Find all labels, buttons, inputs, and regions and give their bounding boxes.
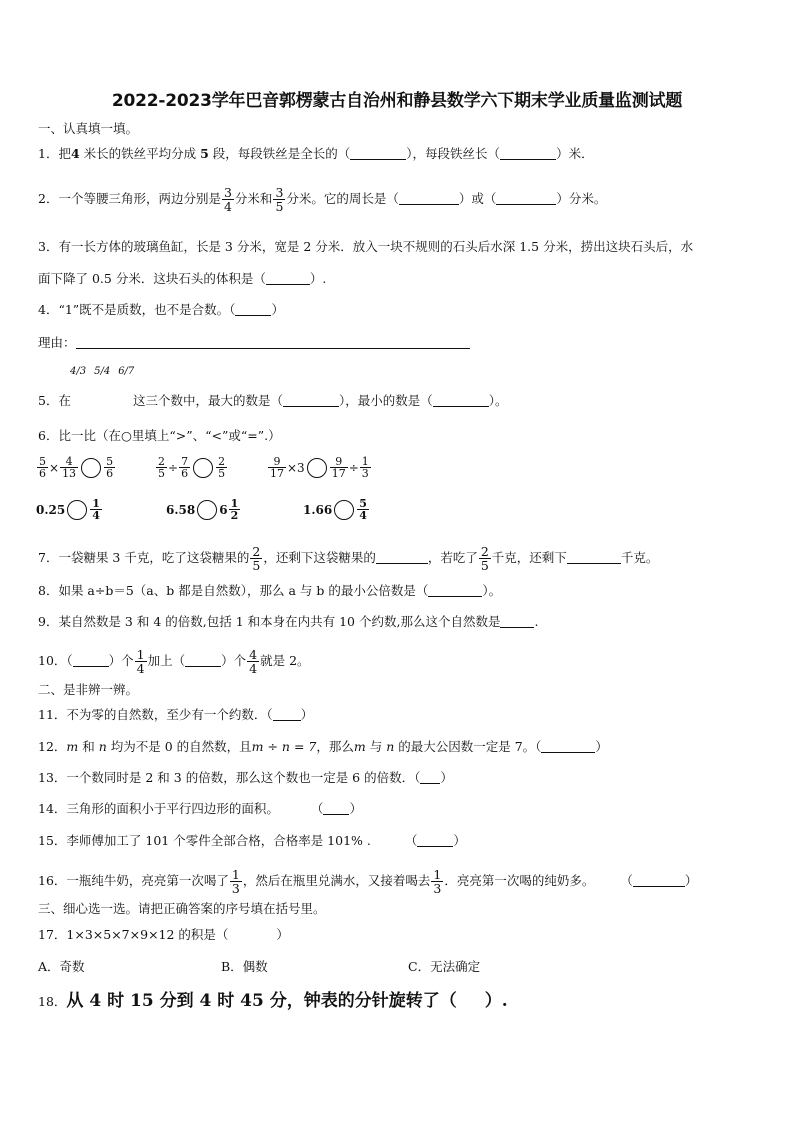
fraction-6-7: 6/7 [118, 366, 135, 377]
compare-item-4: 0.25 $\frac{1}{4}$ [36, 497, 100, 522]
fraction: $\frac{3}{5}$ [275, 185, 284, 214]
question-17: 17．1×3×5×7×9×12 的积是（ ） [38, 927, 289, 942]
question-16: 16．一瓶纯牛奶，亮亮第一次喝了 $\frac{1}{3}$ ，然后在瓶里兑满水，又接着喝去 $\frac{1}{3}$ ．亮亮第一次喝的纯奶多。 （ ） [38, 867, 698, 896]
question-5-fractions [70, 366, 134, 377]
compare-circle[interactable] [67, 500, 87, 520]
question-7: 7．一袋糖果 3 千克，吃了这袋糖果的 $\frac{2}{5}$ ，还剩下这袋糖果的 ，若吃了 $\frac{2}{5}$ 千克，还剩下 千克。 [38, 544, 659, 573]
answer-blank[interactable] [73, 653, 109, 667]
section-1-heading: 一、认真填一填。 [38, 121, 139, 136]
answer-blank[interactable] [433, 393, 489, 407]
compare-circle[interactable] [81, 458, 101, 478]
question-18: 18．从 4 时 15 分到 4 时 45 分，钟表的分针旋转了（ ）. [38, 991, 508, 1011]
answer-blank[interactable] [633, 873, 685, 887]
question-14: 14．三角形的面积小于平行四边形的面积。 （ ） [38, 801, 362, 816]
page-title: 2022-2023学年巴音郭楞蒙古自治州和静县数学六下期末学业质量监测试题 [111, 91, 683, 111]
question-12: 12．m 和 n 均为不是 0 的自然数，且m ÷ n = 7，那么m 与 n 的最大公因数一定是 7。（ ） [38, 739, 608, 754]
compare-circle[interactable] [334, 500, 354, 520]
fraction: $\frac{1}{4}$ [136, 647, 145, 676]
question-4-reason: 理由： [38, 334, 758, 352]
answer-blank[interactable] [235, 302, 271, 316]
fraction: $\frac{3}{4}$ [223, 185, 232, 214]
question-15: 15．李师傅加工了 101 个零件全部合格，合格率是 101% . （ ） [38, 833, 466, 848]
answer-blank[interactable] [273, 707, 301, 721]
question-3-line-1: 3．有一长方体的玻璃鱼缸，长是 3 分米，宽是 2 分米．放入一块不规则的石头后水深 1.5 分米，捞出这块石头后，水 [38, 239, 694, 254]
answer-blank[interactable] [496, 191, 556, 205]
fraction: $\frac{1}{3}$ [231, 867, 240, 896]
answer-blank[interactable] [266, 271, 310, 285]
question-5: 5．在 这三个数中，最大的数是（ ），最小的数是（ ）。 [38, 393, 508, 408]
reason-blank[interactable] [76, 335, 470, 349]
answer-blank[interactable] [420, 770, 440, 784]
fraction: $\frac{4}{4}$ [249, 647, 258, 676]
question-1: 1．把4 米长的铁丝平均分成 5 段，每段铁丝是全长的（ ），每段铁丝长（ ）米． [38, 146, 594, 161]
compare-item-6: 1.66 $\frac{5}{4}$ [303, 497, 367, 522]
answer-blank[interactable] [350, 146, 406, 160]
fraction-5-4: 5/4 [94, 366, 111, 377]
option-a[interactable]: A．奇数 [38, 959, 85, 974]
option-b[interactable]: B．偶数 [221, 959, 268, 974]
question-2: 2．一个等腰三角形，两边分别是 $\frac{3}{4}$ 分米和 $\frac{3}{5}$ 分米。它的周长是（ ）或（ ）分米。 [38, 185, 607, 214]
answer-blank[interactable] [428, 583, 482, 597]
answer-blank[interactable] [376, 550, 428, 564]
question-10: 10．（ ）个 $\frac{1}{4}$ 加上（ ）个 $\frac{4}{4}$ 就是 2。 [38, 647, 310, 676]
answer-blank[interactable] [185, 653, 221, 667]
compare-circle[interactable] [193, 458, 213, 478]
answer-blank[interactable] [567, 550, 621, 564]
compare-item-1: $\frac{5}{6}$ × $\frac{4}{13}$ $\frac{5}{6}$ [39, 455, 114, 480]
answer-blank[interactable] [323, 801, 349, 815]
question-6: 6．比一比（在○里填上“>”、“<”或“=”.） [38, 428, 281, 443]
compare-item-5: 6.58 6 $\frac{1}{2}$ [166, 497, 239, 522]
compare-circle[interactable] [197, 500, 217, 520]
question-4: 4．“1”既不是质数，也不是合数。（ ） [38, 302, 284, 317]
answer-blank[interactable] [500, 146, 556, 160]
fraction: $\frac{1}{3}$ [433, 867, 442, 896]
question-3-line-2: 面下降了 0.5 分米．这块石头的体积是（ ）. [38, 271, 327, 286]
fraction: $\frac{2}{5}$ [252, 544, 261, 573]
compare-circle[interactable] [307, 458, 327, 478]
question-13: 13．一个数同时是 2 和 3 的倍数，那么这个数也一定是 6 的倍数．（ ） [38, 770, 453, 785]
compare-item-3: $\frac{9}{17}$ ×3 $\frac{9}{17}$ ÷ $\frac{1}{3}$ [270, 455, 369, 480]
answer-blank[interactable] [500, 614, 534, 628]
question-9: 9．某自然数是 3 和 4 的倍数,包括 1 和本身在内共有 10 个约数,那么这个自然数是 . [38, 614, 539, 629]
compare-item-2: $\frac{2}{5}$ ÷ $\frac{7}{6}$ $\frac{2}{5}$ [158, 455, 226, 480]
section-3-heading: 三、细心选一选。请把正确答案的序号填在括号里。 [38, 901, 326, 916]
answer-blank[interactable] [417, 833, 453, 847]
answer-blank[interactable] [399, 191, 459, 205]
fraction-4-3: 4/3 [70, 366, 87, 377]
option-c[interactable]: C．无法确定 [408, 959, 481, 974]
question-8: 8．如果 a÷b＝5（a、b 都是自然数），那么 a 与 b 的最小公倍数是（ ）。 [38, 583, 502, 598]
question-11: 11．不为零的自然数，至少有一个约数．（ ） [38, 707, 314, 722]
section-2-heading: 二、是非辨一辨。 [38, 682, 139, 697]
answer-blank[interactable] [283, 393, 339, 407]
fraction: $\frac{2}{5}$ [480, 544, 489, 573]
answer-blank[interactable] [541, 739, 595, 753]
